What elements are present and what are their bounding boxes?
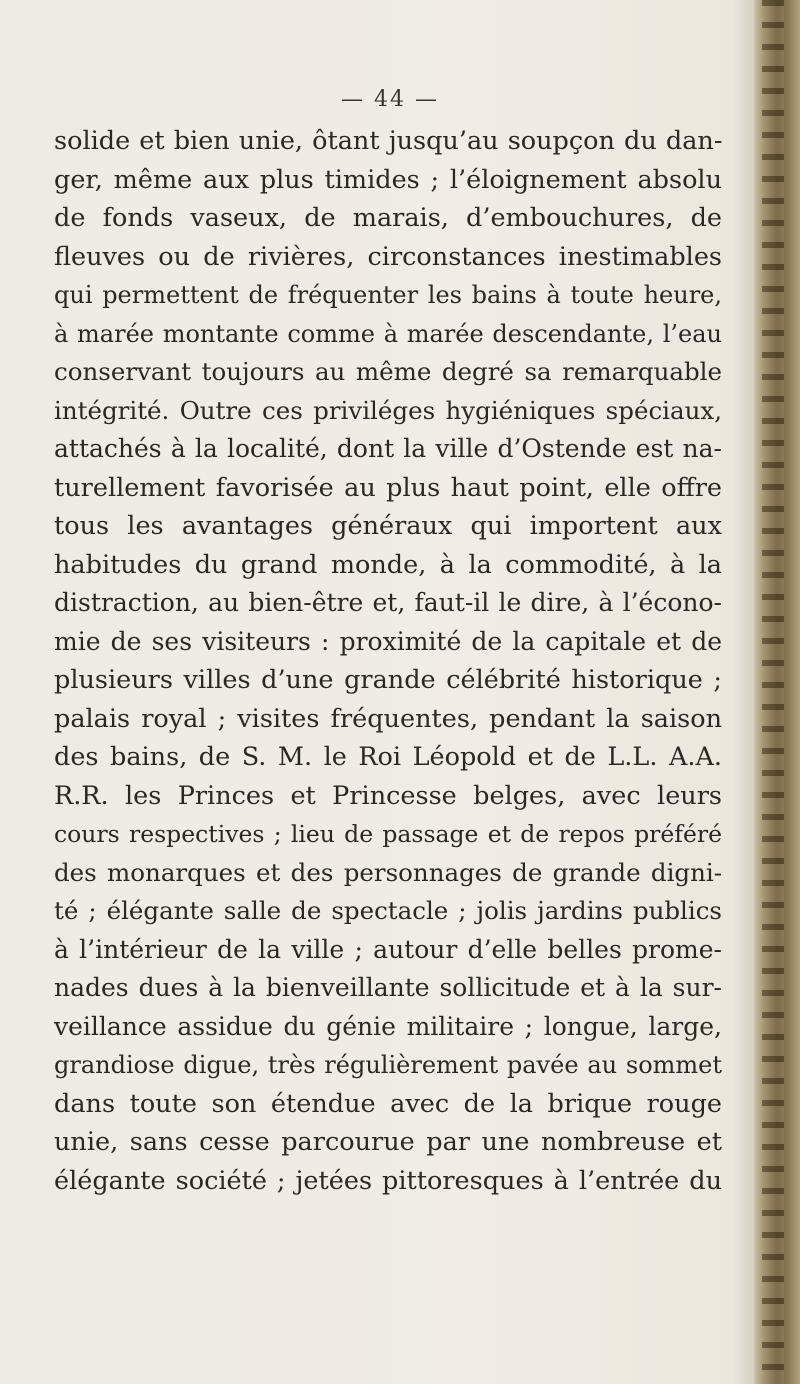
text-line: élégante société ; jetées pittoresques à l’entrée du — [54, 1165, 722, 1196]
text-line: mie de ses visiteurs : proximité de la capitale et de — [54, 626, 722, 656]
text-line: palais royal ; visites fréquentes, pendant la saison — [54, 703, 722, 734]
text-line: conservant toujours au même degré sa remarquable — [54, 357, 722, 386]
text-line: plusieurs villes d’une grande célébrité historique ; — [54, 665, 722, 695]
text-line: des bains, de S. M. le Roi Léopold et de L.L. A.A. — [54, 742, 722, 772]
text-line: des monarques et des personnages de grande digni- — [54, 857, 722, 887]
text-line: té ; élégante salle de spectacle ; jolis jardins publics — [54, 896, 722, 925]
text-line: turellement favorisée au plus haut point, elle offre — [54, 472, 722, 503]
text-line: dans toute son étendue avec de la brique rouge — [54, 1088, 722, 1119]
text-line: cours respectives ; lieu de passage et de repos préféré — [54, 820, 722, 848]
text-line: attachés à la localité, dont la ville d’Ostende est na- — [54, 434, 722, 463]
text-line: nades dues à la bienveillante sollicitude et à la sur- — [54, 973, 722, 1002]
text-line: distraction, au bien-être et, faut-il le dire, à l’écono- — [54, 588, 722, 617]
text-line: R.R. les Princes et Princesse belges, avec leurs — [54, 780, 722, 811]
text-line: de fonds vaseux, de marais, d’embouchures, de — [54, 203, 722, 233]
text-line: fleuves ou de rivières, circonstances inestimables — [54, 241, 722, 272]
text-line: qui permettent de fréquenter les bains à toute heure, — [54, 281, 722, 309]
text-line: solide et bien unie, ôtant jusqu’au soupçon du dan- — [54, 126, 723, 156]
text-line: veillance assidue du génie militaire ; longue, large, — [54, 1011, 722, 1041]
text-line: à l’intérieur de la ville ; autour d’elle belles prome- — [54, 934, 722, 964]
text-line: grandiose digue, très régulièrement pavée au sommet — [54, 1051, 722, 1079]
text-line: unie, sans cesse parcourue par une nombreuse et — [54, 1127, 722, 1157]
page-number: — 44 — — [341, 87, 439, 112]
text-line: intégrité. Outre ces priviléges hygiéniques spéciaux, — [54, 395, 722, 425]
body-text — [54, 122, 722, 1200]
text-line: ger, même aux plus timides ; l’éloignement absolu — [54, 164, 722, 195]
text-line: habitudes du grand monde, à la commodité, à la — [54, 549, 722, 580]
text-line: à marée montante comme à marée descendante, l’eau — [54, 319, 722, 348]
book-binding-edge — [754, 0, 800, 1384]
text-line: tous les avantages généraux qui importent aux — [54, 511, 722, 541]
gutter-shadow — [732, 0, 754, 1384]
